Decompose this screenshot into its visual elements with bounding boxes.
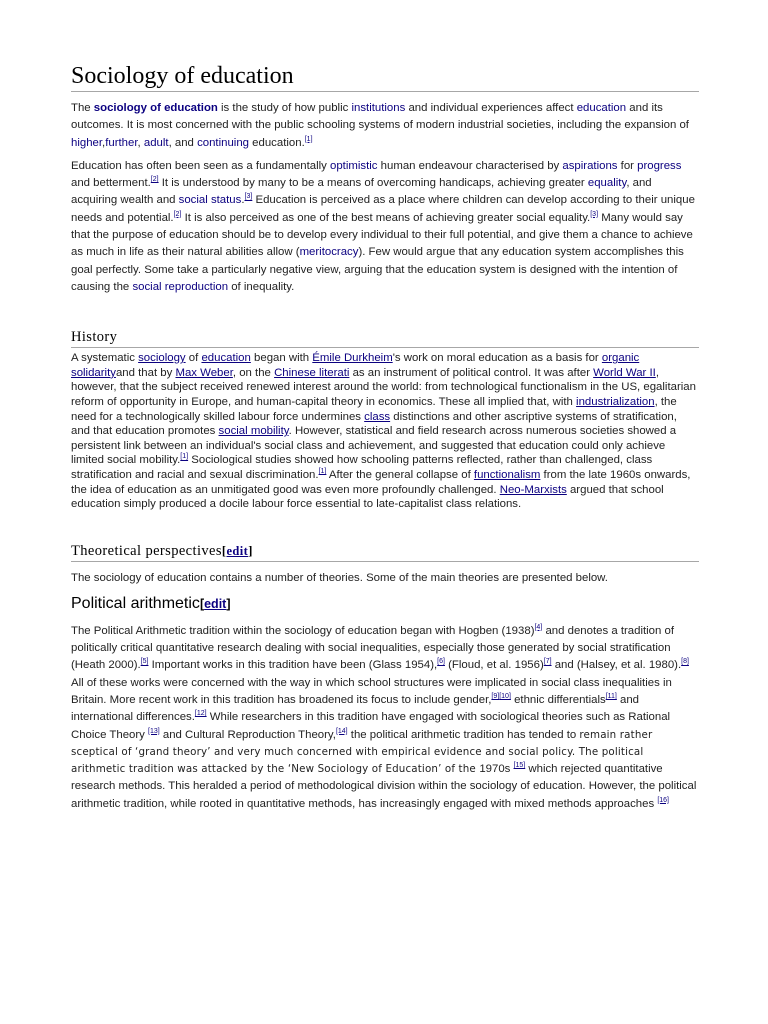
link-institutions[interactable]: institutions bbox=[351, 102, 406, 114]
ref bbox=[606, 693, 617, 700]
text: It is understood by many to be a means of overcoming handicaps, achieving greater bbox=[158, 177, 588, 190]
text: Sociological studies showed how schooling patterns reflected, rather than challenged, class stratification and racial and sexual discrimination. bbox=[71, 454, 653, 482]
text: Education has often been seen as a fundamentally bbox=[71, 159, 331, 172]
text: as an instrument of political control. It was after bbox=[349, 366, 594, 379]
ref-link[interactable]: [5] bbox=[140, 658, 149, 666]
bracket: [ bbox=[199, 596, 205, 611]
link-continuing[interactable]: continuing bbox=[197, 136, 249, 149]
heading-text: Political arithmetic bbox=[71, 594, 200, 612]
ref bbox=[514, 762, 526, 769]
text: , the need for a technologically skilled labour force undermines bbox=[71, 396, 677, 423]
ref-link[interactable]: [13] bbox=[148, 727, 160, 735]
link-further[interactable]: further bbox=[105, 136, 138, 149]
text: and betterment. bbox=[71, 177, 151, 190]
text: for bbox=[617, 159, 638, 172]
link-max-weber[interactable]: Max Weber bbox=[175, 366, 233, 379]
ref-link[interactable]: [1] bbox=[180, 453, 189, 461]
text: . However, statistical and field research across numerous societies showed a persistent link between an individual's social class and achievement, and suggested that education could only achieve limited social mobility. bbox=[71, 425, 677, 467]
bracket: [ bbox=[221, 543, 227, 558]
text: . bbox=[241, 194, 245, 207]
link-organic-solidarity[interactable]: organic solidarity bbox=[71, 352, 640, 379]
ref-link[interactable]: [1] bbox=[304, 135, 313, 143]
text: The Political Arithmetic tradition within the sociology of education began with Hogben (1938) bbox=[71, 624, 535, 637]
ref-link[interactable]: [2] bbox=[173, 210, 182, 218]
ref bbox=[195, 710, 207, 717]
link-neo-marxists[interactable]: Neo-Marxists bbox=[499, 483, 567, 496]
section-heading-history: History bbox=[71, 328, 699, 348]
link-durkheim[interactable]: Émile Durkheim bbox=[312, 352, 393, 365]
section-heading-theoretical-perspectives bbox=[71, 542, 699, 562]
text: which rejected quantitative research methods. This heralded a period of methodological division within the sociology of education. However, the political arithmetic tradition, while rooted in quantitative methods, has increasingly engaged with mixed methods approaches bbox=[71, 763, 697, 810]
link-higher[interactable]: higher bbox=[71, 136, 103, 149]
ref bbox=[151, 176, 159, 183]
ref bbox=[544, 659, 552, 666]
ref bbox=[180, 454, 188, 461]
ref bbox=[336, 728, 348, 735]
text: and Cultural Reproduction Theory, bbox=[159, 728, 336, 741]
link-functionalism[interactable]: functionalism bbox=[473, 469, 541, 482]
ref-link[interactable]: [7] bbox=[543, 658, 552, 666]
link-equality[interactable]: equality bbox=[587, 177, 627, 190]
intro-paragraph-2 bbox=[71, 158, 699, 296]
bracket: ] bbox=[248, 543, 253, 558]
ref bbox=[148, 728, 160, 735]
bold-sociology[interactable]: sociology bbox=[93, 102, 147, 114]
ref bbox=[657, 797, 669, 804]
ref-link[interactable]: [10] bbox=[499, 693, 511, 701]
text: , on the bbox=[232, 366, 275, 379]
ref bbox=[305, 136, 313, 143]
text: distinctions and other ascriptive systems of stratification, and that education promotes bbox=[71, 410, 677, 438]
ref-link[interactable]: [9] bbox=[491, 693, 500, 701]
text: and (Halsey, et al. 1980). bbox=[551, 659, 682, 672]
ref-link[interactable]: [16] bbox=[657, 796, 669, 804]
text: and international differences. bbox=[71, 693, 640, 724]
bracket: ] bbox=[226, 596, 231, 611]
link-education[interactable]: education bbox=[576, 102, 627, 114]
text: , bbox=[137, 136, 144, 149]
text: and individual experiences affect bbox=[405, 102, 577, 114]
link-aspirations[interactable]: aspirations bbox=[562, 159, 618, 172]
link-meritocracy[interactable]: meritocracy bbox=[299, 246, 359, 259]
link-world-war-ii[interactable]: World War II bbox=[593, 366, 656, 379]
bold-education[interactable]: education bbox=[164, 102, 218, 114]
text: and denotes a tradition of politically critical quantitative research dealing with social inequalities, especially those generated by social stratification (Heath 2000). bbox=[71, 624, 675, 672]
ref bbox=[681, 659, 689, 666]
link-social-mobility[interactable]: social mobility bbox=[218, 425, 289, 438]
text: The bbox=[71, 102, 94, 114]
edit-section bbox=[200, 597, 231, 611]
text: began with bbox=[250, 352, 313, 365]
ref-link[interactable]: [2] bbox=[150, 176, 159, 184]
ref-link[interactable]: [8] bbox=[681, 658, 689, 666]
edit-section bbox=[222, 544, 253, 558]
heading-text: Theoretical perspectives bbox=[71, 542, 222, 559]
theory-intro-paragraph: The sociology of education contains a number of theories. Some of the main theories are presented below. bbox=[71, 571, 608, 584]
text: , bbox=[102, 136, 106, 149]
ref-link[interactable]: [15] bbox=[513, 762, 526, 770]
text: 's work on moral education as a basis for bbox=[392, 352, 602, 365]
link-education[interactable]: education bbox=[201, 352, 251, 365]
text: and that by bbox=[115, 366, 176, 379]
ref-link[interactable]: [14] bbox=[335, 727, 348, 735]
text: from the late 1960s onwards, the idea of education as an unmitigated good was even more profoundly challenged. bbox=[71, 469, 691, 496]
link-social-reproduction[interactable]: social reproduction bbox=[132, 280, 229, 293]
ref bbox=[491, 693, 510, 700]
ref-link[interactable]: [1] bbox=[318, 468, 327, 476]
text: Many would say that the purpose of education should be to develop every individual to their full potential, and give them a chance to achieve as much in life as their natural abilities allow ( bbox=[71, 211, 693, 259]
ref bbox=[590, 211, 598, 218]
edit-link[interactable]: edit bbox=[204, 596, 227, 611]
text-monospace: remain rather sceptical of ‘grand theory’ and very much concerned with empirical evidence and social policy. The political arithmetic tradition was attacked by the ‘New Sociology of Education’ of the bbox=[71, 728, 653, 776]
text: argued that school education simply produced a docile labour force essential to late-capitalist class relations. bbox=[71, 483, 664, 511]
link-progress[interactable]: progress bbox=[637, 159, 682, 172]
text: While researchers in this tradition have engaged with sociological theories such as Rational Choice Theory bbox=[71, 711, 671, 741]
ref bbox=[437, 659, 445, 666]
text: After the general collapse of bbox=[326, 469, 474, 482]
text: human endeavour characterised by bbox=[377, 159, 563, 172]
text: is the study of how public bbox=[217, 102, 352, 114]
edit-link[interactable]: edit bbox=[226, 543, 249, 558]
link-chinese-literati[interactable]: Chinese literati bbox=[274, 366, 350, 379]
text: A systematic bbox=[71, 352, 139, 365]
text: of inequality. bbox=[228, 280, 295, 293]
text: ethnic differentials bbox=[510, 693, 606, 706]
text: education. bbox=[249, 136, 305, 149]
text: and its outcomes. It is most concerned with the public schooling systems of modern industrial societies, including the expansion of bbox=[71, 102, 689, 132]
ref-link[interactable]: [11] bbox=[605, 693, 617, 701]
history-paragraph bbox=[71, 351, 699, 512]
text: 1970s bbox=[479, 763, 514, 776]
ref-link[interactable]: [12] bbox=[194, 710, 207, 718]
text: ). Few would argue that any education system accomplishes this goal perfectly. Some take a particularly negative view, arguing that the education system is designed with the intention of causing the bbox=[71, 246, 684, 293]
article bbox=[71, 0, 699, 813]
bold-of: of bbox=[146, 102, 165, 114]
text: , however, that the subject received renewed interest around the world: from technological functionalism in the US, egalitarian reform of opportunity in Europe, and human-capital theory in economics. These all implied that, with bbox=[71, 366, 696, 409]
intro-paragraph-1 bbox=[71, 100, 699, 152]
text: the political arithmetic tradition has tended to bbox=[347, 728, 580, 741]
text: Education is perceived as a place where children can develop according to their unique needs and potential. bbox=[71, 194, 695, 224]
text: , and bbox=[168, 136, 198, 149]
link-adult[interactable]: adult bbox=[143, 136, 169, 149]
text: Important works in this tradition have been (Glass 1954), bbox=[148, 659, 438, 672]
text: All of these works were concerned with the way in which school structures were implicated in social class inequalities in Britain. More recent work in this tradition has broadened its focus to include gender, bbox=[71, 676, 672, 706]
link-social-status[interactable]: social status bbox=[178, 194, 242, 207]
political-arithmetic-paragraph bbox=[71, 623, 699, 813]
text: (Floud, et al. 1956) bbox=[444, 659, 544, 672]
page-title: Sociology of education bbox=[71, 62, 699, 92]
ref-link[interactable]: [6] bbox=[437, 658, 445, 666]
subsection-heading-political-arithmetic bbox=[71, 593, 699, 615]
link-industrialization[interactable]: industrialization bbox=[576, 396, 655, 409]
ref-link[interactable]: [3] bbox=[244, 193, 253, 201]
text: of bbox=[185, 352, 202, 365]
link-class[interactable]: class bbox=[364, 410, 391, 423]
text: It is also perceived as one of the best means of achieving greater social equality. bbox=[181, 211, 591, 224]
ref-link[interactable]: [3] bbox=[590, 210, 599, 218]
text: , and acquiring wealth and bbox=[71, 177, 652, 207]
link-sociology[interactable]: sociology bbox=[138, 352, 186, 365]
link-optimistic[interactable]: optimistic bbox=[330, 159, 378, 172]
ref-link[interactable]: [4] bbox=[534, 624, 543, 631]
